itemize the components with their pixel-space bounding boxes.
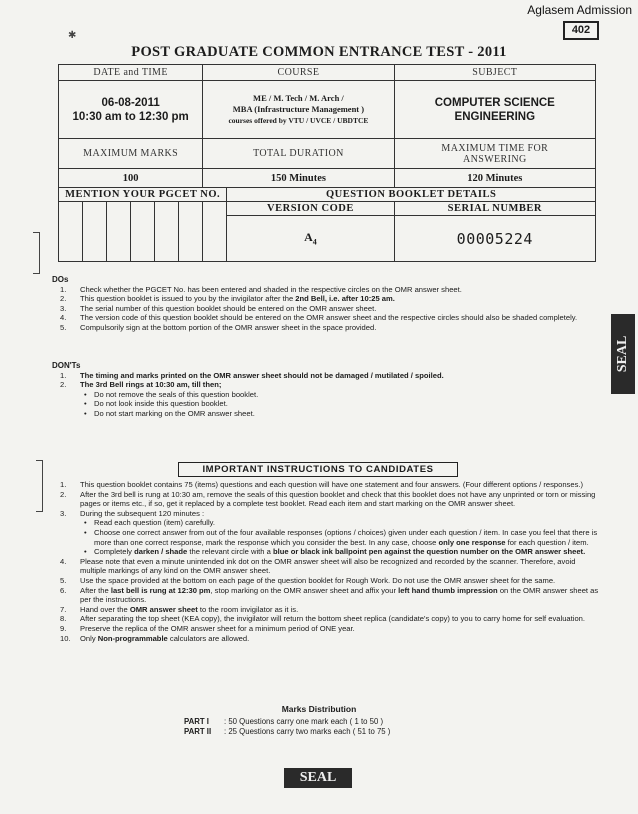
instruction-text: This question booklet contains 75 (items) questions and each question will have one statement and four answers. (Four different options / responses.) [80,480,584,489]
instruction-6: 6. After the last bell is rung at 12:30 pm, stop marking on the OMR answer sheet and affix your left hand thumb impression on the OMR answer sheet as per the instructions. [60,585,599,605]
instruction-3-bullets [80,518,602,556]
version-code-letter: A [304,230,313,245]
bullet-text: Read each question (item) carefully. [94,518,215,528]
important-instructions-heading: IMPORTANT INSTRUCTIONS TO CANDIDATES [178,462,458,477]
scan-mark: ✱ [68,30,77,41]
bullet-text-bold: darken / shade [134,547,188,557]
bullet-text: for each question / item. [505,537,589,547]
total-duration-label: TOTAL DURATION [203,139,394,169]
version-code-subscript: 4 [312,237,317,247]
list-item [84,518,602,528]
pgcet-box[interactable] [59,202,83,262]
item-number: 1. [60,284,67,294]
subject-cell [394,81,595,139]
instruction-text: Use the space provided at the bottom on each page of the question booklet for Rough Work. Do not use the OMR answer sheet for the same. [80,575,556,585]
list-item [52,380,602,418]
instructions-list [52,480,602,643]
item-number: 5. [60,322,67,332]
pgcet-box[interactable] [179,202,203,262]
max-time-label-line-1: MAXIMUM TIME FOR [441,142,549,154]
part-text: : 50 Questions carry one mark each ( 1 to 50 ) [224,716,384,726]
donts-item-1: The timing and marks printed on the OMR answer sheet should not be damaged / mutilated / spoiled. [80,370,444,380]
instruction-text: on the OMR answer sheet as per the instructions. [80,585,599,605]
pgcet-box[interactable] [83,202,107,262]
instruction-2: 2. After the 3rd bell is rung at 10:30 am, remove the seals of this question booklet and check that this booklet does not have any unprinted or torn or missing pages or items etc., if so, get it replaced by a complete test booklet. Read each item and start marking on the OMR answer sheet. [60,489,596,509]
instruction-3: 3. During the subsequent 120 minutes : • Read each question (item) carefully. • Choose one correct answer from out of the four available responses (options / choices) given under each question / item. In case you feel that there is more than one correct response, mark the response which you consider the best. In any case, choose only one response for each question / item. • Completely darken / shade the relevant circle with a blue or black ink ballpoint pen against the question number on the OMR answer sheet. [52,509,602,557]
part-label: PART I [184,716,209,726]
max-marks-value: 100 [59,169,203,188]
side-seal-label: SEAL [615,335,630,373]
bottom-seal: SEAL [284,768,352,788]
instruction-5: 5. Use the space provided at the bottom on each page of the question booklet for Rough Work. Do not use the OMR answer sheet for the same. [60,575,556,585]
course-label: COURSE [203,65,394,81]
instruction-text: Only [80,633,98,643]
course-cell [203,81,394,139]
part-label: PART II [184,727,212,736]
subject-line-1: COMPUTER SCIENCE [434,96,555,109]
donts-item-2: The 3rd Bell rings at 10:30 am, till then; [80,380,222,390]
item-text: Check whether the PGCET No. has been entered and shaded in the respective circles on the OMR answer sheet. [80,284,462,294]
pgcet-box[interactable] [107,202,131,262]
list-item: • Do not start marking on the OMR answer sheet. [84,409,602,419]
instruction-10: 10. Only Non-programmable calculators are allowed. [60,633,250,643]
course-line-3: courses offered by VTU / UVCE / UBDTCE [228,116,369,125]
marks-distribution [184,704,454,738]
donts-bullets [80,390,602,419]
instruction-text: calculators are allowed. [167,633,250,643]
item-number: 1. [60,370,67,380]
booklet-code: 402 [563,21,599,40]
instruction-4: 4. Please note that even a minute unintended ink dot on the OMR answer sheet will also be recognized and recorded by the scanner. Therefore, avoid multiple markings of any kind on the OMR answer sheet. [60,556,576,576]
page-title: POST GRADUATE COMMON ENTRANCE TEST - 2011 [131,44,507,60]
dos-heading: DOs [52,275,69,284]
instruction-text: Preserve the replica of the OMR answer sheet for a minimum period of ONE year. [80,623,355,633]
part-text: : 25 Questions carry two marks each ( 51 to 75 ) [224,727,391,736]
version-code-value [227,216,394,262]
dos-section [52,275,602,333]
bullet-text: Choose one correct answer from out of the four available responses (options / choices) given under each question / item. In case you feel that there is more than one correct response, mark the response which you consider the best. In any case, choose [94,527,598,547]
side-seal [611,314,635,394]
list-item [84,547,602,557]
instruction-text: After separating the top sheet (KEA copy), the invigilator will return the bottom sheet replica (candidate's copy) to you to carry home for self evaluation. [80,614,586,624]
bullet-text-bold: blue or black ink ballpoint pen against the question number on the OMR answer sheet. [272,547,586,557]
instruction-text-bold: left hand thumb impression [398,585,498,595]
instruction-text: , stop marking on the OMR answer sheet and affix your [210,585,399,595]
instruction-1: 1. This question booklet contains 75 (items) questions and each question will have one statement and four answers. (Four different options / responses.) [60,480,584,489]
list-item [52,371,602,381]
exam-time: 10:30 am to 12:30 pm [72,110,189,123]
instruction-text-bold: last bell is rung at 12:30 pm [110,585,211,595]
instruction-text: Please note that even a minute unintended ink dot on the OMR answer sheet will also be recognized and recorded by the scanner. Therefore, avoid multiple markings of any kind on the OMR answer sheet. [80,556,576,576]
version-code-label: VERSION CODE [227,202,394,216]
instruction-text: During the subsequent 120 minutes : [80,508,205,518]
bullet-text: Completely [94,547,135,557]
max-time-label-line-2: ANSWERING [462,153,527,165]
margin-bracket [33,232,40,274]
list-item [52,285,602,295]
instruction-7: 7. Hand over the OMR answer sheet to the room invigilator as it is. [60,604,299,614]
instructions-section [52,480,602,643]
max-time-value: 120 Minutes [394,169,595,188]
item-text: This question booklet is issued to you by the invigilator after the [80,294,296,304]
bullet-text: the relevant circle with a [187,547,273,557]
instruction-8: 8. After separating the top sheet (KEA copy), the invigilator will return the bottom sheet replica (candidate's copy) to you to carry home for self evaluation. [60,614,586,624]
serial-number-label: SERIAL NUMBER [394,202,595,216]
instruction-text-bold: OMR answer sheet [129,604,198,614]
item-number: 3. [60,303,67,313]
list-item: • Do not remove the seals of this question booklet. [84,390,602,400]
donts-list [52,371,602,419]
subject-line-2: ENGINEERING [454,110,536,123]
date-time-label: DATE and TIME [59,65,203,81]
instruction-text-bold: Non-programmable [97,633,168,643]
marks-part-2 [184,727,454,738]
booklet-details-label: QUESTION BOOKLET DETAILS [227,188,596,202]
subject-label: SUBJECT [394,65,595,81]
item-text: The version code of this question booklet should be entered on the OMR answer sheet and the respective circles should also be shaded completely. [80,313,578,323]
pgcet-box[interactable] [131,202,155,262]
bullet-text-bold: only one response [438,537,506,547]
list-item [52,323,602,333]
course-line-1: ME / M. Tech / M. Arch / [253,93,344,103]
margin-bracket [36,460,43,512]
list-item [52,313,602,323]
marks-part-1 [184,717,454,728]
list-item [52,304,602,314]
item-text: The serial number of this question booklet should be entered on the OMR answer sheet. [80,303,377,313]
donts-section [52,361,602,419]
pgcet-box[interactable] [155,202,179,262]
instruction-text: Hand over the [80,604,130,614]
total-duration-value: 150 Minutes [203,169,394,188]
max-marks-label: MAXIMUM MARKS [59,139,203,169]
exam-header-table [58,64,596,262]
max-time-label [394,139,595,169]
course-line-2: MBA (Infrastructure Management ) [232,104,365,114]
pgcet-box[interactable] [203,202,227,262]
marks-distribution-heading: Marks Distribution [281,704,357,714]
instruction-text: After the [80,585,111,595]
instruction-text: to the room invigilator as it is. [197,604,299,614]
dos-list [52,285,602,333]
item-text-bold: 2nd Bell, i.e. after 10:25 am. [295,294,395,304]
exam-date: 06-08-2011 [101,96,160,109]
list-item: • Do not look inside this question booklet. [84,399,602,409]
item-number: 2. [60,380,67,390]
instruction-text: After the 3rd bell is rung at 10:30 am, remove the seals of this question booklet and check that this booklet does not have any unprinted or torn or missing pages or items etc., if so, get it replaced by a complete test booklet. Read each item and start marking on the OMR answer sheet. [80,489,596,509]
list-item [84,528,602,547]
item-number: 2. [60,294,67,304]
serial-number-value: 00005224 [394,216,595,262]
item-text: Compulsorily sign at the bottom portion of the OMR answer sheet in the space provided. [80,322,377,332]
donts-heading: DON'Ts [52,361,81,370]
mention-pgcet-label: MENTION YOUR PGCET NO. [59,188,227,202]
instruction-9: 9. Preserve the replica of the OMR answer sheet for a minimum period of ONE year. [60,623,355,633]
watermark-text: Aglasem Admission [527,3,632,17]
item-number: 4. [60,313,67,323]
list-item [52,294,602,304]
date-time-cell [59,81,203,139]
